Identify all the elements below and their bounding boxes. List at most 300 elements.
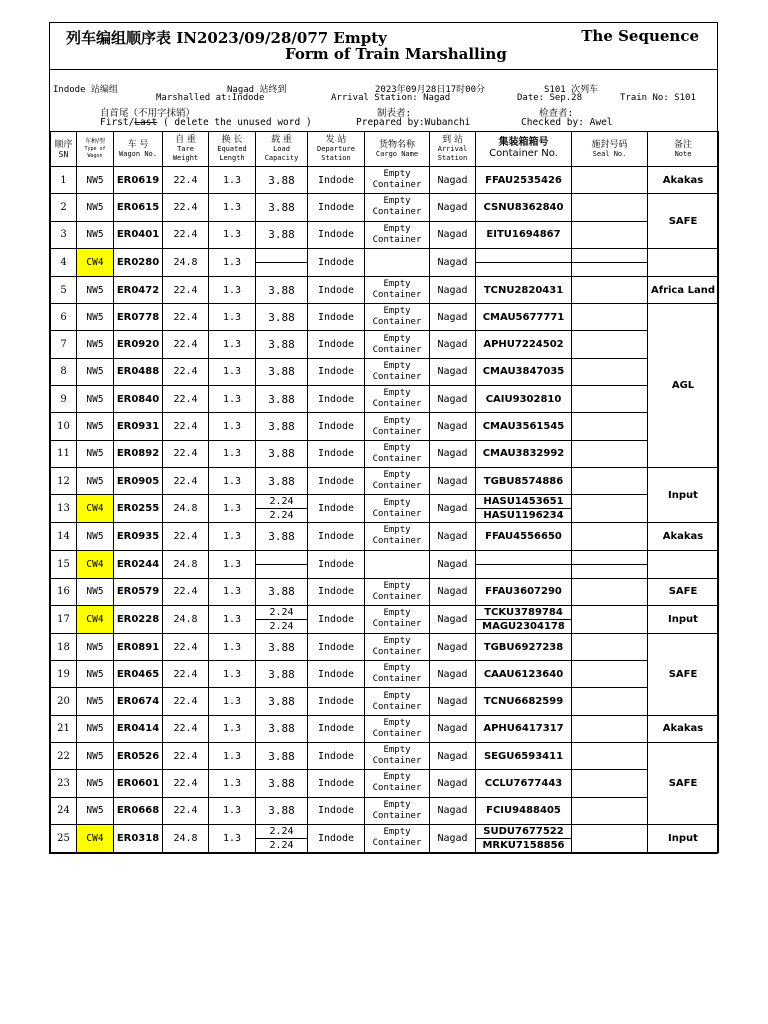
- wagon-type: NW5: [77, 743, 114, 770]
- container-number: CMAU3832992: [476, 440, 572, 467]
- wagon-number: ER0778: [114, 304, 163, 331]
- container-number: FFAU4556650: [476, 523, 572, 550]
- tare-weight: 22.4: [163, 743, 209, 770]
- load-capacity: 3.88: [256, 276, 308, 303]
- header-departure: 发 站 Departure Station: [308, 132, 365, 167]
- wagon-type: NW5: [77, 633, 114, 660]
- arrival-station: Nagad: [430, 550, 476, 578]
- tare-weight: 24.8: [163, 495, 209, 523]
- equated-length: 1.3: [209, 661, 256, 688]
- container-number: CAIU9302810: [476, 386, 572, 413]
- arrival-station: Nagad: [430, 167, 476, 194]
- wagon-number: ER0414: [114, 715, 163, 742]
- wagon-number: ER0488: [114, 358, 163, 385]
- departure-station: Indode: [308, 221, 365, 248]
- departure-station: Indode: [308, 248, 365, 276]
- sequence-number: 1: [51, 167, 77, 194]
- table-body: [51, 167, 719, 853]
- arrival-station: Nagad: [430, 495, 476, 523]
- table-row: [51, 221, 719, 248]
- seal-number-second: [572, 565, 647, 578]
- cargo-name: Empty Container: [365, 386, 430, 413]
- equated-length: 1.3: [209, 440, 256, 467]
- arrival-station: Nagad: [430, 661, 476, 688]
- arrival-station: Nagad: [430, 413, 476, 440]
- first-last-en: [100, 117, 312, 128]
- header-container: 集装箱箱号 Container No.: [476, 132, 572, 167]
- departure-station: Indode: [308, 358, 365, 385]
- cargo-name: Empty Container: [365, 578, 430, 605]
- load-capacity: 3.88: [256, 386, 308, 413]
- table-row: [51, 167, 719, 194]
- wagon-number: ER0931: [114, 413, 163, 440]
- arrival-station: Nagad: [430, 715, 476, 742]
- cargo-name: Empty Container: [365, 440, 430, 467]
- arrival-station: Nagad: [430, 578, 476, 605]
- table-row: [51, 770, 719, 797]
- tare-weight: 22.4: [163, 276, 209, 303]
- container-number: [476, 605, 572, 633]
- table-row: [51, 743, 719, 770]
- table-row: [51, 495, 719, 523]
- table-row: [51, 523, 719, 550]
- sequence-number: 23: [51, 770, 77, 797]
- form-title: 列车编组顺序表 IN2023/09/28/077 Empty: [66, 29, 387, 47]
- seal-number: [572, 495, 648, 523]
- sequence-number: 12: [51, 467, 77, 494]
- load-capacity-second: 2.24: [269, 839, 294, 851]
- arrival-station: Nagad: [430, 276, 476, 303]
- tare-weight: 22.4: [163, 194, 209, 221]
- table-row: [51, 331, 719, 358]
- delete-note: ( delete the unused word ): [162, 117, 312, 128]
- cargo-name: Empty Container: [365, 797, 430, 824]
- seal-number: [572, 578, 648, 605]
- header-row: [51, 132, 719, 167]
- note-cell: Africa Land: [648, 276, 719, 303]
- wagon-type: CW4: [77, 824, 114, 852]
- departure-station: Indode: [308, 304, 365, 331]
- departure-station: Indode: [308, 661, 365, 688]
- container-number: FFAU2535426: [476, 167, 572, 194]
- table-row: [51, 440, 719, 467]
- container-number: CMAU3561545: [476, 413, 572, 440]
- arrival-station: Nagad: [430, 194, 476, 221]
- seal-number: [572, 824, 648, 852]
- equated-length: 1.3: [209, 605, 256, 633]
- wagon-number: ER0891: [114, 633, 163, 660]
- cargo-name: Empty Container: [365, 661, 430, 688]
- container-number: TGBU8574886: [476, 467, 572, 494]
- table-row: [51, 688, 719, 715]
- wagon-number: ER0840: [114, 386, 163, 413]
- wagon-type: CW4: [77, 605, 114, 633]
- load-capacity: 3.88: [256, 770, 308, 797]
- tare-weight: 22.4: [163, 440, 209, 467]
- equated-length: 1.3: [209, 770, 256, 797]
- cargo-name: Empty Container: [365, 304, 430, 331]
- sequence-number: 22: [51, 743, 77, 770]
- arrival-station: Nagad: [430, 386, 476, 413]
- load-capacity: 3.88: [256, 633, 308, 660]
- marshalled-at-en: Marshalled at:Indode: [156, 93, 265, 103]
- note-cell: [648, 550, 719, 578]
- arrival-station: Nagad: [430, 743, 476, 770]
- load-capacity: 3.88: [256, 688, 308, 715]
- table-row: [51, 605, 719, 633]
- container-number: CAAU6123640: [476, 661, 572, 688]
- arrival-station: Nagad: [430, 304, 476, 331]
- wagon-type: NW5: [77, 578, 114, 605]
- sequence-number: 2: [51, 194, 77, 221]
- tare-weight: 22.4: [163, 467, 209, 494]
- load-capacity-first: [256, 249, 307, 263]
- container-number-first: [476, 249, 571, 263]
- container-number-first: SUDU7677522: [476, 825, 571, 839]
- load-capacity-second: 2.24: [269, 620, 294, 632]
- container-number: FFAU3607290: [476, 578, 572, 605]
- equated-length: 1.3: [209, 578, 256, 605]
- load-capacity: 3.88: [256, 523, 308, 550]
- equated-length: 1.3: [209, 413, 256, 440]
- arrival-station: Nagad: [430, 248, 476, 276]
- note-cell: Input: [648, 467, 719, 522]
- sequence-number: 24: [51, 797, 77, 824]
- wagon-number: ER0244: [114, 550, 163, 578]
- note-cell: Input: [648, 824, 719, 852]
- departure-station: Indode: [308, 743, 365, 770]
- load-capacity: 3.88: [256, 167, 308, 194]
- load-capacity: [256, 495, 308, 523]
- cargo-name: Empty Container: [365, 715, 430, 742]
- container-number: [476, 550, 572, 578]
- sequence-number: 9: [51, 386, 77, 413]
- seal-number: [572, 715, 648, 742]
- seal-number-first: [572, 249, 647, 263]
- wagon-type: NW5: [77, 797, 114, 824]
- seal-number: [572, 413, 648, 440]
- tare-weight: 22.4: [163, 358, 209, 385]
- container-number: FCIU9488405: [476, 797, 572, 824]
- wagon-type: CW4: [77, 248, 114, 276]
- sequence-number: 10: [51, 413, 77, 440]
- header-note: 备注 Note: [648, 132, 719, 167]
- wagon-number: ER0615: [114, 194, 163, 221]
- load-capacity-second: 2.24: [269, 510, 294, 522]
- wagon-number: ER0920: [114, 331, 163, 358]
- date-en: Date: Sep.28: [517, 93, 583, 103]
- table-row: [51, 467, 719, 494]
- seal-number: [572, 523, 648, 550]
- container-number: [476, 495, 572, 523]
- seal-number: [572, 194, 648, 221]
- seal-number: [572, 661, 648, 688]
- load-capacity-second: [256, 565, 307, 578]
- departure-station: Indode: [308, 578, 365, 605]
- cargo-name: Empty Container: [365, 770, 430, 797]
- seal-number: [572, 221, 648, 248]
- sequence-number: 17: [51, 605, 77, 633]
- cargo-name: Empty Container: [365, 743, 430, 770]
- equated-length: 1.3: [209, 467, 256, 494]
- table-row: [51, 304, 719, 331]
- cargo-name: Empty Container: [365, 331, 430, 358]
- departure-station: Indode: [308, 824, 365, 852]
- tare-weight: 22.4: [163, 523, 209, 550]
- departure-station: Indode: [308, 467, 365, 494]
- note-cell: SAFE: [648, 743, 719, 825]
- cargo-name: Empty Container: [365, 824, 430, 852]
- departure-station: Indode: [308, 797, 365, 824]
- note-cell: [648, 248, 719, 276]
- load-capacity-first: 2.24: [256, 606, 307, 620]
- table-row: [51, 633, 719, 660]
- cargo-name: Empty Container: [365, 358, 430, 385]
- train-number-zh: S101 次列车: [544, 85, 599, 95]
- sequence-number: 6: [51, 304, 77, 331]
- wagon-type: NW5: [77, 331, 114, 358]
- departure-station: Indode: [308, 167, 365, 194]
- wagon-number: ER0935: [114, 523, 163, 550]
- tare-weight: 22.4: [163, 633, 209, 660]
- cargo-name: Empty Container: [365, 633, 430, 660]
- wagon-type: NW5: [77, 467, 114, 494]
- sequence-number: 19: [51, 661, 77, 688]
- departure-station: Indode: [308, 194, 365, 221]
- wagon-number: ER0401: [114, 221, 163, 248]
- wagon-type: NW5: [77, 770, 114, 797]
- cargo-name: [365, 248, 430, 276]
- sequence-number: 25: [51, 824, 77, 852]
- arrival-station: Nagad: [430, 331, 476, 358]
- wagon-type: NW5: [77, 523, 114, 550]
- wagon-type: CW4: [77, 495, 114, 523]
- seal-number: [572, 550, 648, 578]
- load-capacity: [256, 248, 308, 276]
- sequence-number: 5: [51, 276, 77, 303]
- tare-weight: 22.4: [163, 715, 209, 742]
- table-row: [51, 358, 719, 385]
- departure-station: Indode: [308, 495, 365, 523]
- departure-station: Indode: [308, 440, 365, 467]
- equated-length: 1.3: [209, 743, 256, 770]
- arrival-station: Nagad: [430, 523, 476, 550]
- marshalled-at-zh: Indode 站编组: [53, 85, 118, 95]
- sequence-number: 4: [51, 248, 77, 276]
- wagon-type: NW5: [77, 194, 114, 221]
- note-cell: SAFE: [648, 633, 719, 715]
- seal-number: [572, 688, 648, 715]
- wagon-number: ER0526: [114, 743, 163, 770]
- table-row: [51, 715, 719, 742]
- load-capacity: [256, 605, 308, 633]
- tare-weight: 22.4: [163, 221, 209, 248]
- seal-number-second: [572, 263, 647, 276]
- note-cell: SAFE: [648, 578, 719, 605]
- note-cell: Akakas: [648, 523, 719, 550]
- cargo-name: Empty Container: [365, 605, 430, 633]
- container-number-second: MRKU7158856: [482, 839, 565, 851]
- wagon-number: ER0280: [114, 248, 163, 276]
- tare-weight: 24.8: [163, 248, 209, 276]
- arrival-station: Nagad: [430, 688, 476, 715]
- sequence-number: 13: [51, 495, 77, 523]
- seal-number: [572, 605, 648, 633]
- departure-station: Indode: [308, 770, 365, 797]
- cargo-name: Empty Container: [365, 167, 430, 194]
- departure-station: Indode: [308, 688, 365, 715]
- container-number-second: [476, 565, 571, 578]
- container-number: TCNU6682599: [476, 688, 572, 715]
- table-row: [51, 413, 719, 440]
- equated-length: 1.3: [209, 358, 256, 385]
- cargo-name: Empty Container: [365, 276, 430, 303]
- equated-length: 1.3: [209, 331, 256, 358]
- wagon-number: ER0255: [114, 495, 163, 523]
- checked-by-en: Checked by: Awel: [521, 117, 613, 128]
- note-cell: Input: [648, 605, 719, 633]
- load-capacity: 3.88: [256, 578, 308, 605]
- sequence-number: 20: [51, 688, 77, 715]
- cargo-name: Empty Container: [365, 194, 430, 221]
- seal-number: [572, 386, 648, 413]
- tare-weight: 22.4: [163, 386, 209, 413]
- load-capacity: 3.88: [256, 331, 308, 358]
- equated-length: 1.3: [209, 386, 256, 413]
- table-row: [51, 550, 719, 578]
- note-cell: Akakas: [648, 715, 719, 742]
- header-wagon: 车 号 Wagon No.: [114, 132, 163, 167]
- container-number-second: MAGU2304178: [482, 620, 565, 632]
- seal-number: [572, 770, 648, 797]
- tare-weight: 22.4: [163, 797, 209, 824]
- load-capacity: 3.88: [256, 661, 308, 688]
- container-number: CMAU5677771: [476, 304, 572, 331]
- seal-number: [572, 304, 648, 331]
- header-arrival: 到 站 Arrival Station: [430, 132, 476, 167]
- wagon-number: ER0472: [114, 276, 163, 303]
- container-number: APHU6417317: [476, 715, 572, 742]
- seal-number: [572, 167, 648, 194]
- arrival-station: Nagad: [430, 605, 476, 633]
- wagon-type: NW5: [77, 688, 114, 715]
- cargo-name: Empty Container: [365, 413, 430, 440]
- first-last-block: [50, 104, 717, 131]
- sequence-number: 11: [51, 440, 77, 467]
- departure-station: Indode: [308, 523, 365, 550]
- load-capacity: 3.88: [256, 358, 308, 385]
- wagon-number: ER0601: [114, 770, 163, 797]
- wagon-type: NW5: [77, 221, 114, 248]
- container-number: CMAU3847035: [476, 358, 572, 385]
- load-capacity-first: 2.24: [256, 825, 307, 839]
- container-number-first: [476, 551, 571, 565]
- load-capacity: 3.88: [256, 413, 308, 440]
- departure-station: Indode: [308, 715, 365, 742]
- sequence-label: The Sequence: [581, 27, 699, 45]
- tare-weight: 22.4: [163, 331, 209, 358]
- equated-length: 1.3: [209, 194, 256, 221]
- departure-station: Indode: [308, 605, 365, 633]
- departure-station: Indode: [308, 633, 365, 660]
- tare-weight: 24.8: [163, 605, 209, 633]
- load-capacity: 3.88: [256, 715, 308, 742]
- equated-length: 1.3: [209, 688, 256, 715]
- prepared-by-zh: 制表者:: [377, 108, 412, 119]
- container-number: TCNU2820431: [476, 276, 572, 303]
- load-capacity-first: [256, 551, 307, 565]
- sequence-number: 3: [51, 221, 77, 248]
- seal-number: [572, 467, 648, 494]
- table-row: [51, 386, 719, 413]
- cargo-name: Empty Container: [365, 495, 430, 523]
- wagon-number: ER0318: [114, 824, 163, 852]
- header-type: 车种/型 Type of Wagon: [77, 132, 114, 167]
- sequence-number: 15: [51, 550, 77, 578]
- sequence-number: 8: [51, 358, 77, 385]
- header-equated: 换 长 Equated Length: [209, 132, 256, 167]
- header-sn: 顺序 SN: [51, 132, 77, 167]
- container-number-first: TCKU3789784: [476, 606, 571, 620]
- wagon-type: NW5: [77, 440, 114, 467]
- seal-number: [572, 331, 648, 358]
- equated-length: 1.3: [209, 248, 256, 276]
- equated-length: 1.3: [209, 167, 256, 194]
- load-capacity: [256, 550, 308, 578]
- tare-weight: 24.8: [163, 824, 209, 852]
- seal-number: [572, 276, 648, 303]
- wagon-type: CW4: [77, 550, 114, 578]
- equated-length: 1.3: [209, 495, 256, 523]
- arrival-station: Nagad: [430, 467, 476, 494]
- header-seal: 施封号码 Seal No.: [572, 132, 648, 167]
- departure-station: Indode: [308, 413, 365, 440]
- arrival-station: Nagad: [430, 358, 476, 385]
- note-cell: Akakas: [648, 167, 719, 194]
- arrival-zh: Nagad 站终到: [227, 85, 287, 95]
- wagon-number: ER0674: [114, 688, 163, 715]
- date-zh: 2023年09月28日17时00分: [375, 85, 486, 95]
- table-row: [51, 661, 719, 688]
- wagon-number: ER0579: [114, 578, 163, 605]
- cargo-name: [365, 550, 430, 578]
- form-subtitle: Form of Train Marshalling: [285, 45, 507, 63]
- load-capacity: 3.88: [256, 304, 308, 331]
- header-load: 载 重 Load Capacity: [256, 132, 308, 167]
- seal-number: [572, 358, 648, 385]
- wagon-type: NW5: [77, 167, 114, 194]
- seal-number: [572, 440, 648, 467]
- equated-length: 1.3: [209, 550, 256, 578]
- tare-weight: 22.4: [163, 304, 209, 331]
- tare-weight: 22.4: [163, 770, 209, 797]
- seal-number: [572, 248, 648, 276]
- cargo-name: Empty Container: [365, 467, 430, 494]
- train-number-en: Train No: S101: [620, 93, 696, 103]
- load-capacity: 3.88: [256, 440, 308, 467]
- header-cargo: 货物名称 Cargo Name: [365, 132, 430, 167]
- equated-length: 1.3: [209, 715, 256, 742]
- cargo-name: Empty Container: [365, 221, 430, 248]
- note-cell: AGL: [648, 304, 719, 468]
- sequence-number: 21: [51, 715, 77, 742]
- load-capacity-second: [256, 263, 307, 276]
- wagon-number: ER0892: [114, 440, 163, 467]
- seal-number: [572, 797, 648, 824]
- note-cell: SAFE: [648, 194, 719, 249]
- seal-number: [572, 743, 648, 770]
- table-row: [51, 578, 719, 605]
